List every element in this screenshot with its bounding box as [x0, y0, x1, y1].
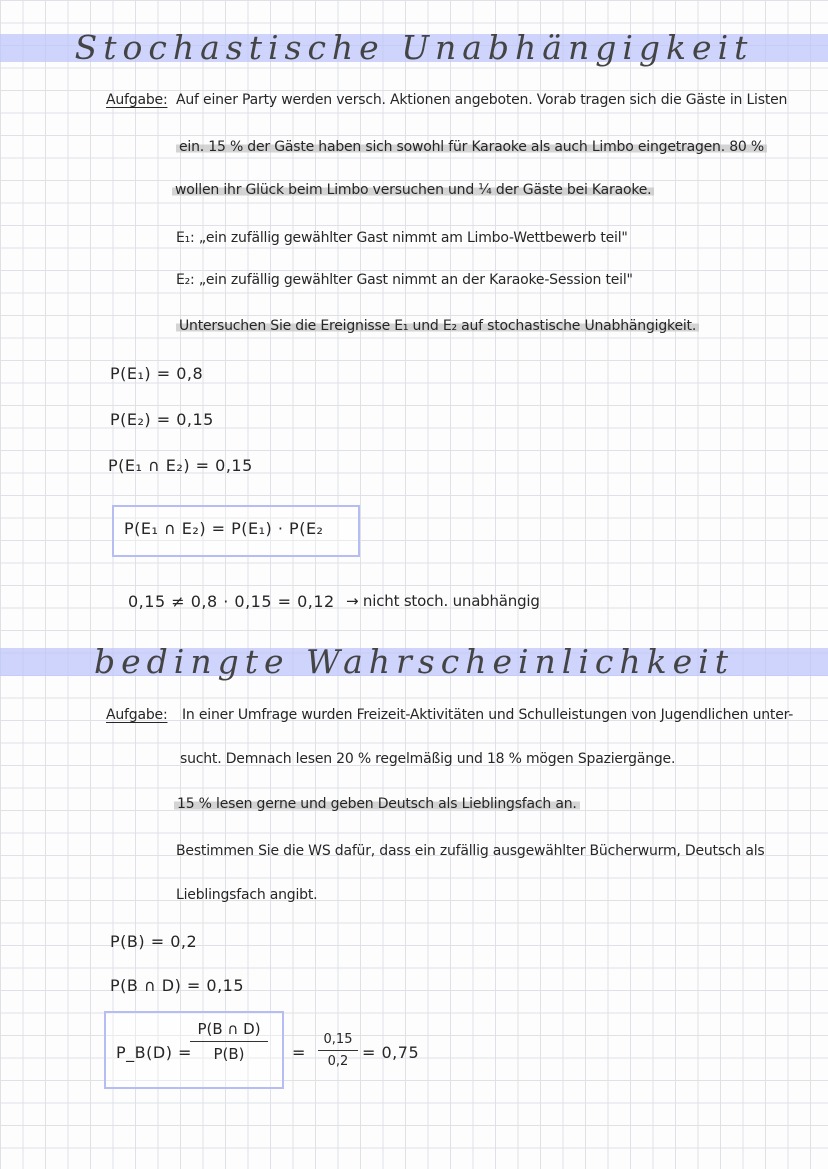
given-probability: P(E₁) = 0,8	[110, 364, 204, 383]
section-title-2: bedingte Wahrscheinlichkeit	[94, 642, 734, 681]
task-line: Auf einer Party werden versch. Aktionen angeboten. Vorab tragen sich die Gäste in Listen	[176, 92, 788, 108]
event-definition-e2: E₂: „ein zufällig gewählter Gast nimmt an der Karaoke-Session teil"	[176, 272, 633, 288]
given-probability: P(E₁ ∩ E₂) = 0,15	[108, 456, 253, 475]
highlighted-text: Untersuchen Sie die Ereignisse E₁ und E₂ auf stochastische Unabhängigkeit.	[176, 318, 699, 334]
conditional-formula-lhs: P_B(D) =	[116, 1043, 192, 1062]
conditional-formula-fraction	[190, 1020, 268, 1063]
result: = 0,75	[362, 1043, 420, 1062]
task-line	[176, 139, 767, 155]
task-line	[172, 182, 654, 198]
highlighted-text: wollen ihr Glück beim Limbo versuchen und ¼ der Gäste bei Karaoke.	[172, 182, 654, 198]
calculation-fraction	[318, 1032, 358, 1069]
conclusion: → nicht stoch. unabhängig	[346, 592, 540, 610]
task-label-2: Aufgabe:	[106, 707, 168, 723]
highlighted-text: ein. 15 % der Gäste haben sich sowohl für Karaoke als auch Limbo eingetragen. 80 %	[176, 139, 767, 155]
fraction-numerator: P(B ∩ D)	[197, 1020, 261, 1038]
given-probability: P(E₂) = 0,15	[110, 410, 214, 429]
task-line	[174, 796, 580, 812]
event-definition-e1: E₁: „ein zufällig gewählter Gast nimmt am Limbo-Wettbewerb teil"	[176, 230, 628, 246]
equals-sign: =	[292, 1043, 306, 1062]
task-line: In einer Umfrage wurden Freizeit-Aktivitäten und Schulleistungen von Jugendlichen unter-	[182, 707, 794, 723]
task-line	[176, 318, 699, 334]
given-probability: P(B ∩ D) = 0,15	[110, 976, 245, 995]
given-probability: P(B) = 0,2	[110, 932, 198, 951]
task-label-1: Aufgabe:	[106, 92, 168, 108]
fraction-denominator: 0,2	[318, 1050, 358, 1069]
task-line: Bestimmen Sie die WS dafür, dass ein zufällig ausgewählter Bücherwurm, Deutsch als	[176, 843, 765, 859]
section-title-1: Stochastische Unabhängigkeit	[74, 28, 754, 67]
highlighted-text: 15 % lesen gerne und geben Deutsch als Lieblingsfach an.	[174, 796, 580, 812]
calculation: 0,15 ≠ 0,8 · 0,15 = 0,12	[128, 592, 335, 611]
fraction-denominator: P(B)	[190, 1041, 268, 1063]
task-line: Lieblingsfach angibt.	[176, 887, 318, 903]
fraction-numerator: 0,15	[323, 1032, 353, 1047]
task-line: sucht. Demnach lesen 20 % regelmäßig und 18 % mögen Spaziergänge.	[180, 751, 676, 767]
independence-formula: P(E₁ ∩ E₂) = P(E₁) · P(E₂	[124, 519, 324, 538]
